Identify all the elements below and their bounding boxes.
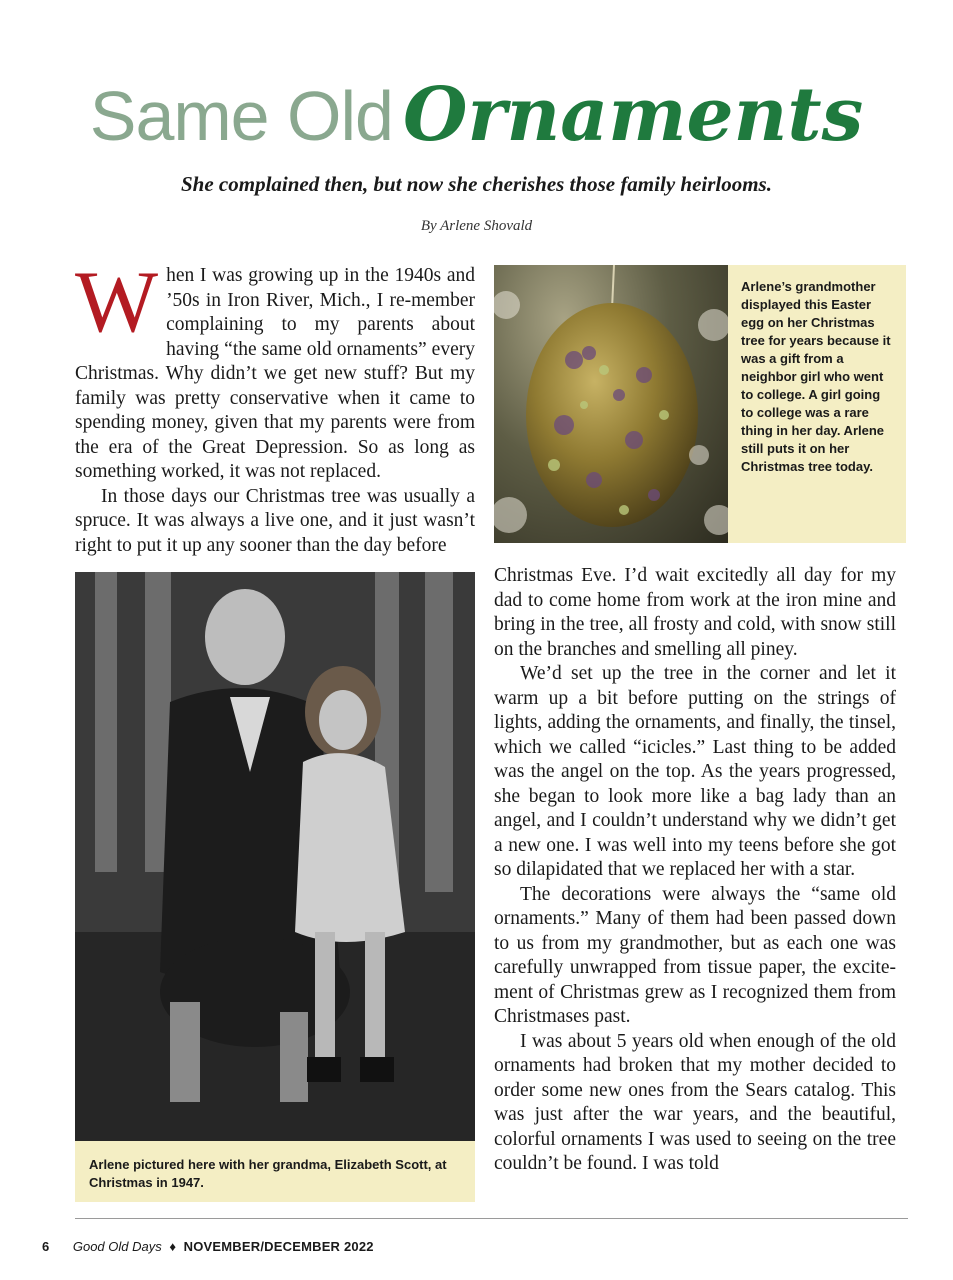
left-column	[75, 254, 475, 558]
paragraph-2: In those days our Christmas tree was usually a spruce. It was always a live one, and it just wasn’t right to put it up any sooner than the day before	[75, 485, 475, 556]
easter-egg-photo	[494, 265, 728, 543]
title-script-part: Ornaments	[403, 72, 864, 158]
article-subtitle: She complained then, but now she cherishes those family heirlooms.	[181, 172, 772, 196]
issue-date: NOVEMBER/DECEMBER 2022	[183, 1239, 374, 1254]
egg-photo-caption: Arlene’s grandmother displayed this Easter egg on her Christmas tree for years because it was a gift from a neighbor girl who went to college. A girl going to college was a rare thing in her day. Arlene still puts it on her Christmas tree today.	[741, 279, 891, 474]
easter-egg-illustration	[494, 265, 728, 543]
drop-cap: W	[75, 254, 159, 351]
article-title	[0, 72, 953, 158]
page-footer	[42, 1239, 374, 1254]
footer-divider	[75, 1218, 908, 1219]
paragraph-4: We’d set up the tree in the corner and let it warm up a bit before putting on the strings of lights, adding the ornaments, and finally, the tinsel, which we called “icicles.” Last thing to be added was the angel on the top. As the years progressed, she began to look more like a bag lady than an angel, and I couldn’t understand why we didn’t get a new one. I was well into my teens before she got so dilapidated that we replaced her with a star.	[494, 663, 896, 880]
paragraph-1-text: hen I was growing up in the 1940s and ’50s in Iron River, Mich., I re-member complaining to my parents about having “the same old ornaments” every Christmas. Why didn’t we get new stuff? But my family was pretty conservative when it came to spending money, given that my parents were from the era of the Great Depression. So as long as something worked, it was not replaced.	[75, 265, 475, 482]
title-plain-part: Same Old	[89, 77, 393, 155]
egg-photo-box	[494, 265, 906, 543]
diamond-icon: ♦	[169, 1239, 176, 1254]
paragraph-3: Christmas Eve. I’d wait excitedly all day for my dad to come home from work at the iron mine and bring in the tree, all frosty and cold, with snow still on the branches and smelling all piney.	[494, 565, 896, 660]
family-photo-caption: Arlene pictured here with her grandma, Elizabeth Scott, at Christmas in 1947.	[89, 1157, 447, 1190]
publication-name: Good Old Days	[72, 1239, 162, 1254]
paragraph-6: I was about 5 years old when enough of the old ornaments had broken that my mother decided to order some new ones from the Sears catalog. This was just after the war years, and the beautiful, colorful ornaments I was used to seeing on the tree couldn’t be found. I was told	[494, 1030, 896, 1174]
byline: By Arlene Shovald	[420, 218, 533, 234]
right-column	[494, 564, 896, 1177]
grandma-and-girl-photo	[75, 572, 475, 1141]
family-photo-illustration	[75, 572, 475, 1141]
paragraph-5: The decorations were always the “same old ornaments.” Many of them had been passed down to us from my grandmother, but as each one was carefully unwrapped from tissue paper, the excite-ment of Christmas grew as I recognized them from Christmases past.	[494, 883, 896, 1027]
family-photo-box	[75, 572, 475, 1202]
paragraph-1	[75, 254, 475, 485]
page-number: 6	[42, 1239, 50, 1254]
